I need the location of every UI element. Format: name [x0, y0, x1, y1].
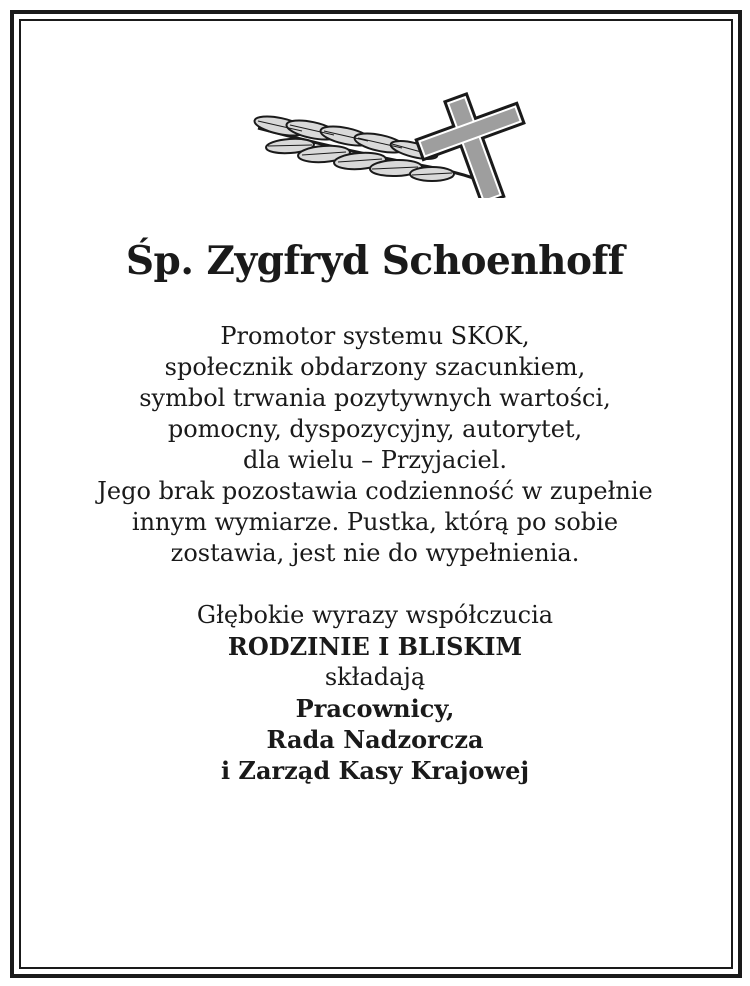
recipients: RODZINIE I BLISKIM [227, 631, 523, 661]
cross-with-palm-branch-icon [250, 88, 540, 198]
condolence-verb: składają [324, 662, 426, 691]
page-title: Śp. Zygfryd Schoenhoff [125, 238, 625, 284]
sender-line: Pracownicy, [295, 693, 455, 723]
tribute-line: społecznik obdarzony szacunkiem, [164, 352, 586, 381]
tribute-text [30, 321, 720, 786]
tribute-line: innym wymiarze. Pustka, którą po sobie [131, 507, 619, 536]
tribute-line: symbol trwania pozytywnych wartości, [139, 383, 611, 412]
tribute-line: zostawia, jest nie do wypełnienia. [170, 538, 580, 567]
condolence-intro: Głębokie wyrazy współczucia [196, 600, 554, 629]
sender-line: i Zarząd Kasy Krajowej [220, 755, 530, 785]
tribute-line: pomocny, dyspozycyjny, autorytet, [167, 414, 583, 443]
tribute-line: Jego brak pozostawia codzienność w zupełnie [97, 476, 653, 505]
sender-line: Rada Nadzorcza [266, 724, 484, 754]
obituary-content [30, 238, 720, 786]
tribute-line: Promotor systemu SKOK, [220, 321, 530, 350]
tribute-line: dla wielu – Przyjaciel. [243, 445, 507, 474]
section-spacer [30, 569, 720, 600]
